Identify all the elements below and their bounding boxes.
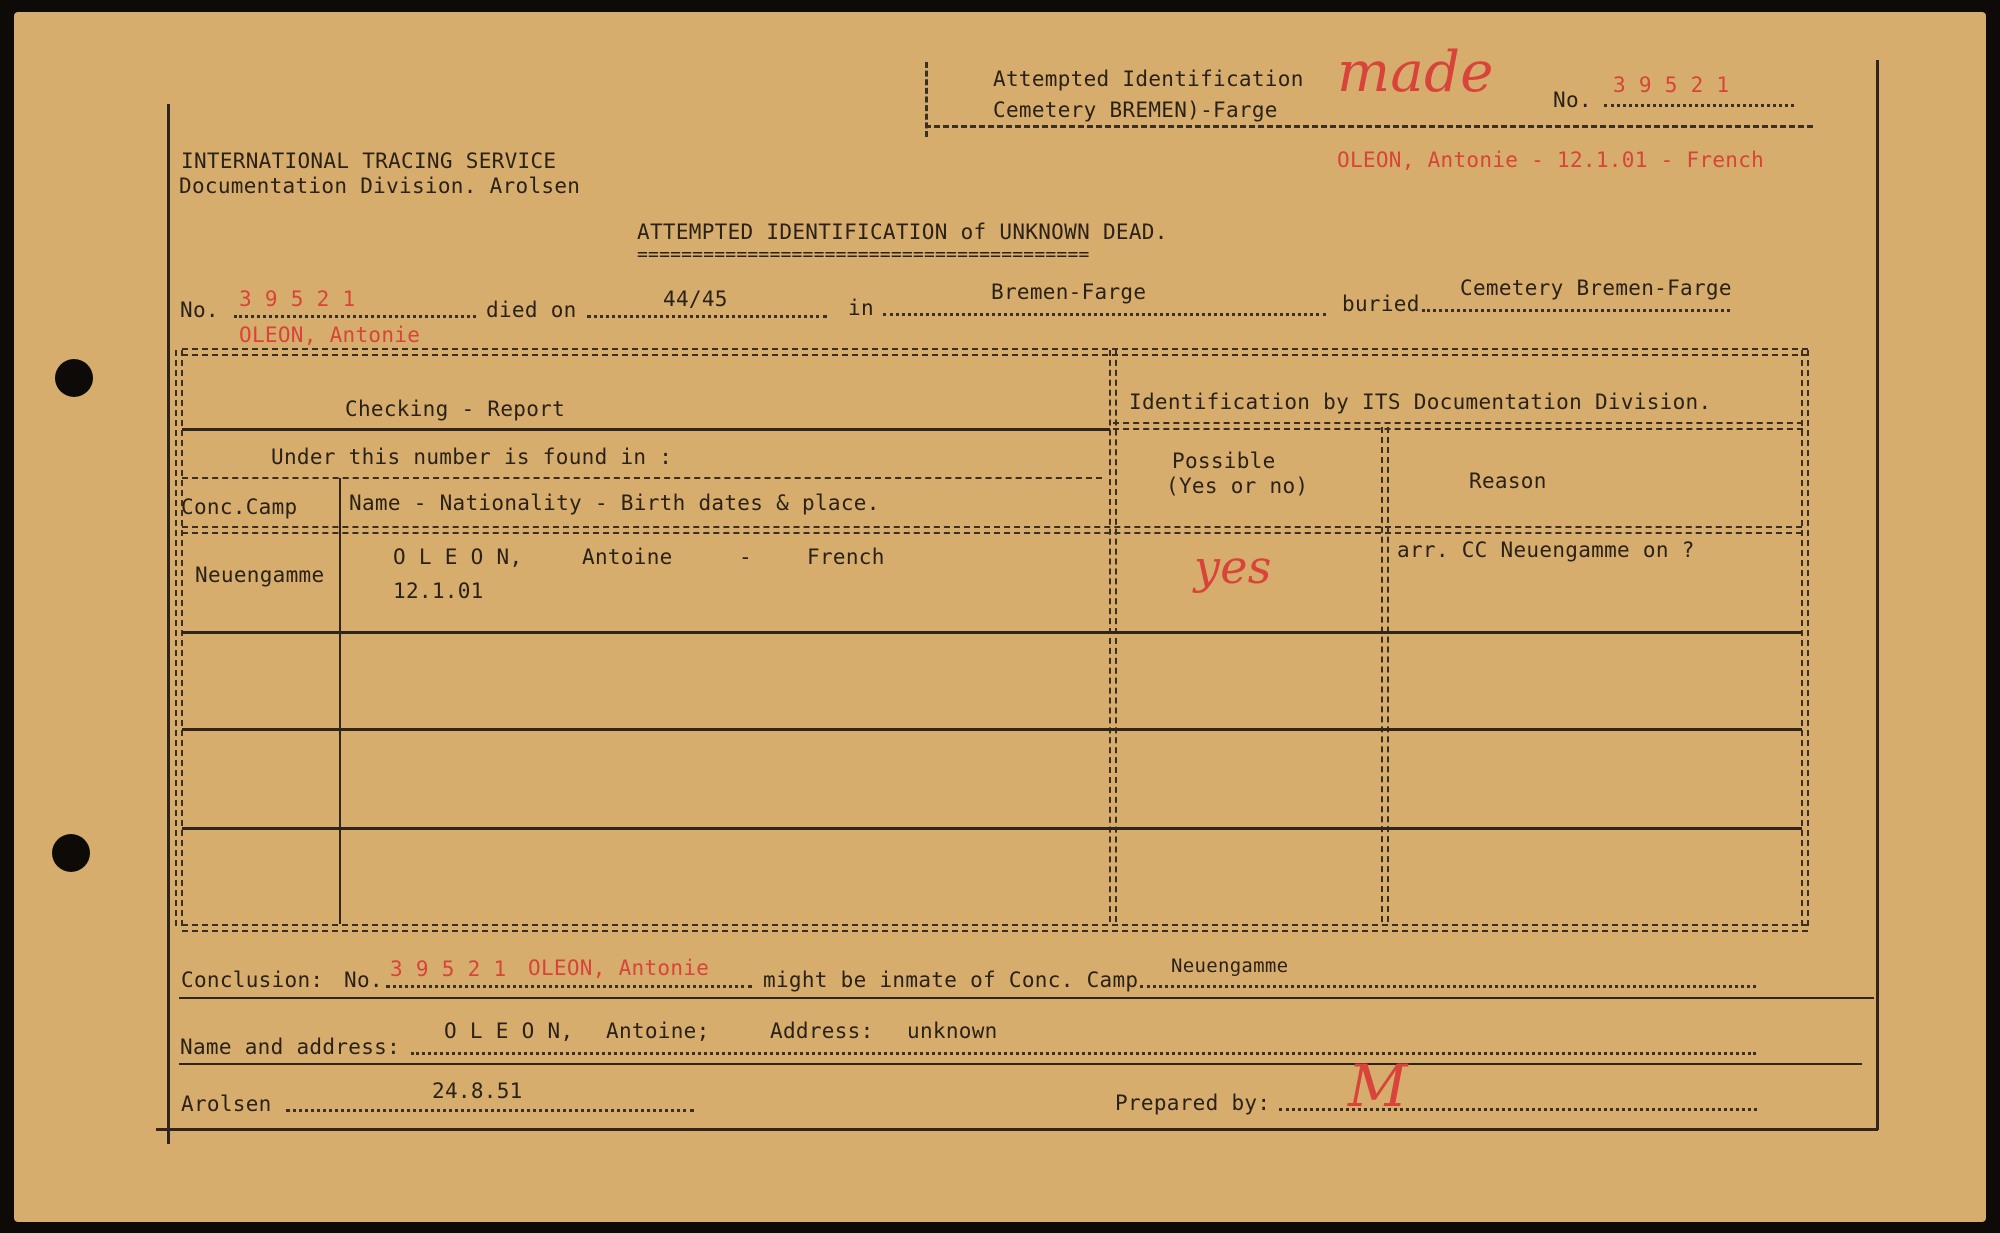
table-bottom-border <box>182 924 1808 932</box>
name-address-firstname: Antoine; <box>606 1019 710 1043</box>
conclusion-rule <box>179 997 1874 999</box>
row1-possible-yes: yes <box>1194 540 1272 594</box>
col-conc-camp: Conc.Camp <box>181 495 298 519</box>
prepared-by-label: Prepared by: <box>1115 1091 1271 1115</box>
table-top-border <box>182 348 1808 356</box>
table-col-header-sep <box>182 526 1802 534</box>
conclusion-name-value: OLEON, Antonie <box>528 956 710 980</box>
header-box-bottom-border <box>925 125 1813 128</box>
conclusion-camp-value: Neuengamme <box>1171 955 1289 977</box>
conclusion-label: Conclusion: <box>181 968 324 992</box>
table-header-sep-right <box>1113 422 1803 430</box>
row-sep-3 <box>182 827 1802 830</box>
form-title: ATTEMPTED IDENTIFICATION of UNKNOWN DEAD. <box>637 220 1168 244</box>
record-buried-label: buried <box>1342 292 1420 316</box>
record-died-value: 44/45 <box>663 287 728 311</box>
table-middle-divider <box>1109 350 1117 922</box>
row1-birth: 12.1.01 <box>393 579 484 603</box>
record-buried-dots <box>1422 309 1730 312</box>
header-box-line-2: Cemetery BREMEN)-Farge <box>993 98 1278 122</box>
frame-bottom-line <box>156 1128 1878 1131</box>
checking-report-heading: Checking - Report <box>345 397 566 421</box>
punch-hole-top <box>55 359 93 397</box>
record-place-value: Bremen-Farge <box>991 280 1147 304</box>
top-right-name: OLEON, Antonie - 12.1.01 - French <box>1337 148 1765 172</box>
record-died-dots <box>587 315 827 318</box>
row1-reason: arr. CC Neuengamme on ? <box>1397 538 1695 562</box>
footer-date-value: 24.8.51 <box>432 1079 523 1103</box>
header-box-line-1: Attempted Identification <box>993 67 1304 91</box>
table-right-border <box>1801 350 1809 926</box>
col-name-details: Name - Nationality - Birth dates & place. <box>349 491 880 515</box>
address-label: Address: <box>770 1019 874 1043</box>
row-sep-1 <box>182 631 1802 634</box>
record-name-value: OLEON, Antonie <box>239 323 421 347</box>
frame-right-line <box>1876 60 1879 1130</box>
name-address-rule <box>179 1063 1862 1065</box>
record-buried-value: Cemetery Bremen-Farge <box>1460 276 1732 300</box>
record-place-dots <box>883 313 1326 316</box>
record-in-label: in <box>848 296 874 320</box>
handwritten-made: made <box>1337 40 1494 105</box>
row1-firstname: Antoine <box>582 545 673 569</box>
row-sep-2 <box>182 728 1802 731</box>
record-no-label: No. <box>180 298 219 322</box>
address-value: unknown <box>907 1019 998 1043</box>
record-no-dots <box>234 315 476 318</box>
header-no-label: No. <box>1553 88 1592 112</box>
name-address-label: Name and address: <box>180 1035 401 1059</box>
table-camp-divider <box>339 478 341 924</box>
prepared-by-initial: M <box>1348 1052 1408 1120</box>
footer-place-label: Arolsen <box>181 1092 272 1116</box>
row1-nationality: French <box>807 545 885 569</box>
conclusion-no-dots <box>386 985 752 988</box>
footer-date-dots <box>286 1109 694 1112</box>
col-possible-line-1: Possible <box>1172 449 1276 473</box>
form-title-underline: ========================================= <box>637 244 1090 265</box>
under-number-label: Under this number is found in : <box>271 445 673 469</box>
conclusion-middle-text: might be inmate of Conc. Camp <box>763 968 1139 992</box>
punch-hole-bottom <box>52 834 90 872</box>
col-possible-line-2: (Yes or no) <box>1166 474 1309 498</box>
conclusion-no-value: 3 9 5 2 1 <box>390 957 507 981</box>
name-address-surname: O L E O N, <box>444 1019 574 1043</box>
org-line-2: Documentation Division. Arolsen <box>179 174 581 198</box>
row1-camp: Neuengamme <box>195 563 325 587</box>
index-card <box>14 12 1986 1222</box>
conclusion-camp-dots <box>1140 985 1756 988</box>
frame-left-line <box>167 104 170 1144</box>
row1-dash: - <box>739 545 752 569</box>
name-address-dots <box>411 1052 1756 1055</box>
conclusion-no-label: No. <box>344 968 383 992</box>
row1-surname: O L E O N, <box>393 545 523 569</box>
record-no-value: 3 9 5 2 1 <box>239 287 356 311</box>
col-reason: Reason <box>1469 469 1547 493</box>
table-reason-divider <box>1381 427 1389 922</box>
header-no-dots <box>1604 104 1794 107</box>
record-died-label: died on <box>486 298 577 322</box>
table-left-border <box>175 350 183 926</box>
org-line-1: INTERNATIONAL TRACING SERVICE <box>181 149 557 173</box>
table-under-number-rule <box>182 477 1102 479</box>
identification-heading: Identification by ITS Documentation Division. <box>1129 390 1712 414</box>
header-no-value: 3 9 5 2 1 <box>1613 73 1730 97</box>
table-header-sep-left <box>182 428 1110 431</box>
